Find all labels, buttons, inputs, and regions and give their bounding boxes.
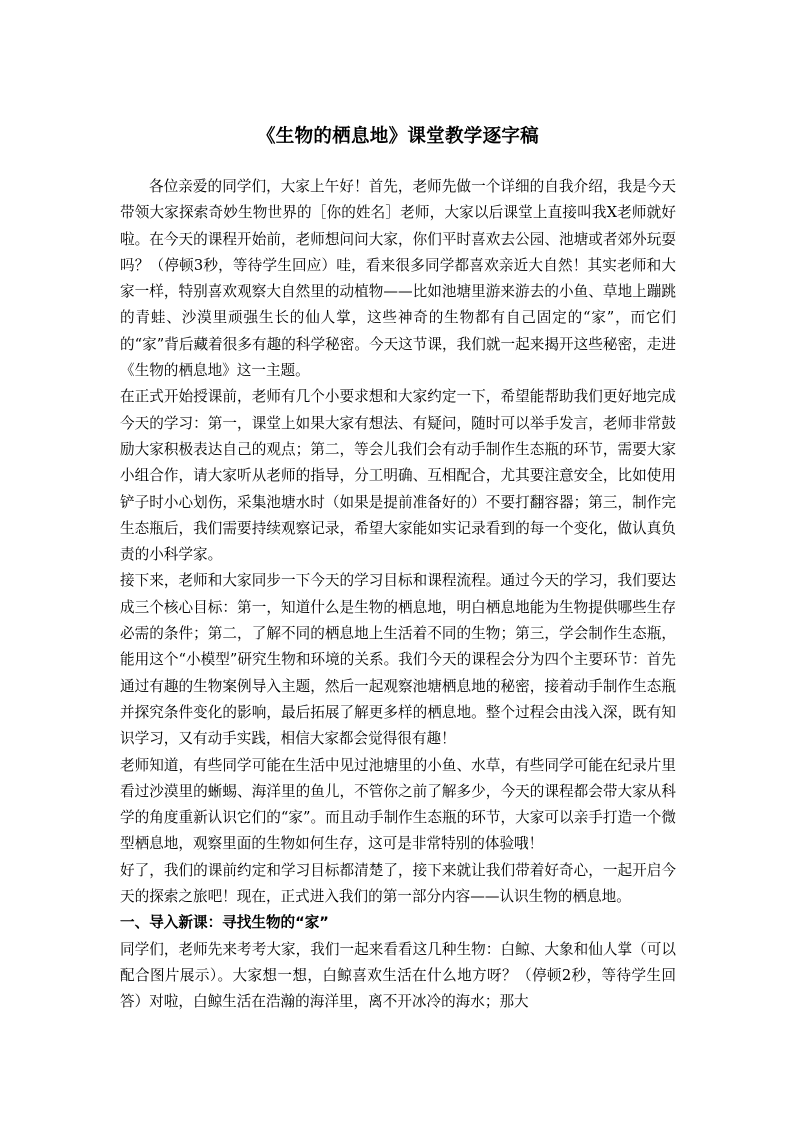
section-heading: 一、导入新课：寻找生物的“家”	[120, 914, 329, 932]
paragraph-goals: 接下来，老师和大家同步一下今天的学习目标和课程流程。通过今天的学习，我们要达成三个核心目标：第一，知道什么是生物的栖息地，明白栖息地能为生物提供哪些生存必需的条件；第二，了解不同的栖息地上生活着不同的生物；第三，学会制作生态瓶，能用这个“小模型”研究生物和环境的关系。我们今天的课程会分为四个主要环节：首先通过有趣的生物案例导入主题，然后一起观察池塘栖息地的秘密，接着动手制作生态瓶并探究条件变化的影响，最后拓展了解更多样的栖息地。整个过程会由浅入深，既有知识学习，又有动手实践，相信大家都会觉得很有趣！	[120, 572, 676, 748]
paragraph-section-1: 同学们，老师先来考考大家，我们一起来看看这几种生物：白鲸、大象和仙人掌（可以配合图片展示）。大家想一想，白鲸喜欢生活在什么地方呀？（停顿2秒，等待学生回答）对啦，白鲸生活在浩瀚的海洋里，离不开冰冷的海水；那大	[120, 940, 676, 1011]
document-page	[120, 0, 676, 1016]
paragraph-intro: 各位亲爱的同学们，大家上午好！首先，老师先做一个详细的自我介绍，我是今天带领大家探索奇妙生物世界的［你的姓名］老师，大家以后课堂上直接叫我X老师就好啦。在今天的课程开始前，老师想问问大家，你们平时喜欢去公园、池塘或者郊外玩耍吗？（停顿3秒，等待学生回应）哇，看来很多同学都喜欢亲近大自然！其实老师和大家一样，特别喜欢观察大自然里的动植物——比如池塘里游来游去的小鱼、草地上蹦跳的青蛙、沙漠里顽强生长的仙人掌，这些神奇的生物都有自己固定的“家”，而它们的“家”背后藏着很多有趣的科学秘密。今天这节课，我们就一起来揭开这些秘密，走进《生物的栖息地》这一主题。	[120, 178, 676, 380]
paragraph-motivation: 老师知道，有些同学可能在生活中见过池塘里的小鱼、水草，有些同学可能在纪录片里看过沙漠里的蜥蜴、海洋里的鱼儿，不管你之前了解多少，今天的课程都会带大家从科学的角度重新认识它们的“家”。而且动手制作生态瓶的环节，大家可以亲手打造一个微型栖息地，观察里面的生物如何生存，这可是非常特别的体验哦！	[120, 756, 676, 853]
document-title: 《生物的栖息地》课堂教学逐字稿	[256, 126, 539, 147]
document-body	[120, 174, 676, 1016]
paragraph-rules: 在正式开始授课前，老师有几个小要求想和大家约定一下，希望能帮助我们更好地完成今天的学习：第一，课堂上如果大家有想法、有疑问，随时可以举手发言，老师非常鼓励大家积极表达自己的观点；第二，等会儿我们会有动手制作生态瓶的环节，需要大家小组合作，请大家听从老师的指导，分工明确、互相配合，尤其要注意安全，比如使用铲子时小心划伤，采集池塘水时（如果是提前准备好的）不要打翻容器；第三，制作完生态瓶后，我们需要持续观察记录，希望大家能如实记录看到的每一个变化，做认真负责的小科学家。	[120, 388, 676, 564]
paragraph-transition: 好了，我们的课前约定和学习目标都清楚了，接下来就让我们带着好奇心，一起开启今天的探索之旅吧！现在，正式进入我们的第一部分内容——认识生物的栖息地。	[120, 861, 676, 906]
